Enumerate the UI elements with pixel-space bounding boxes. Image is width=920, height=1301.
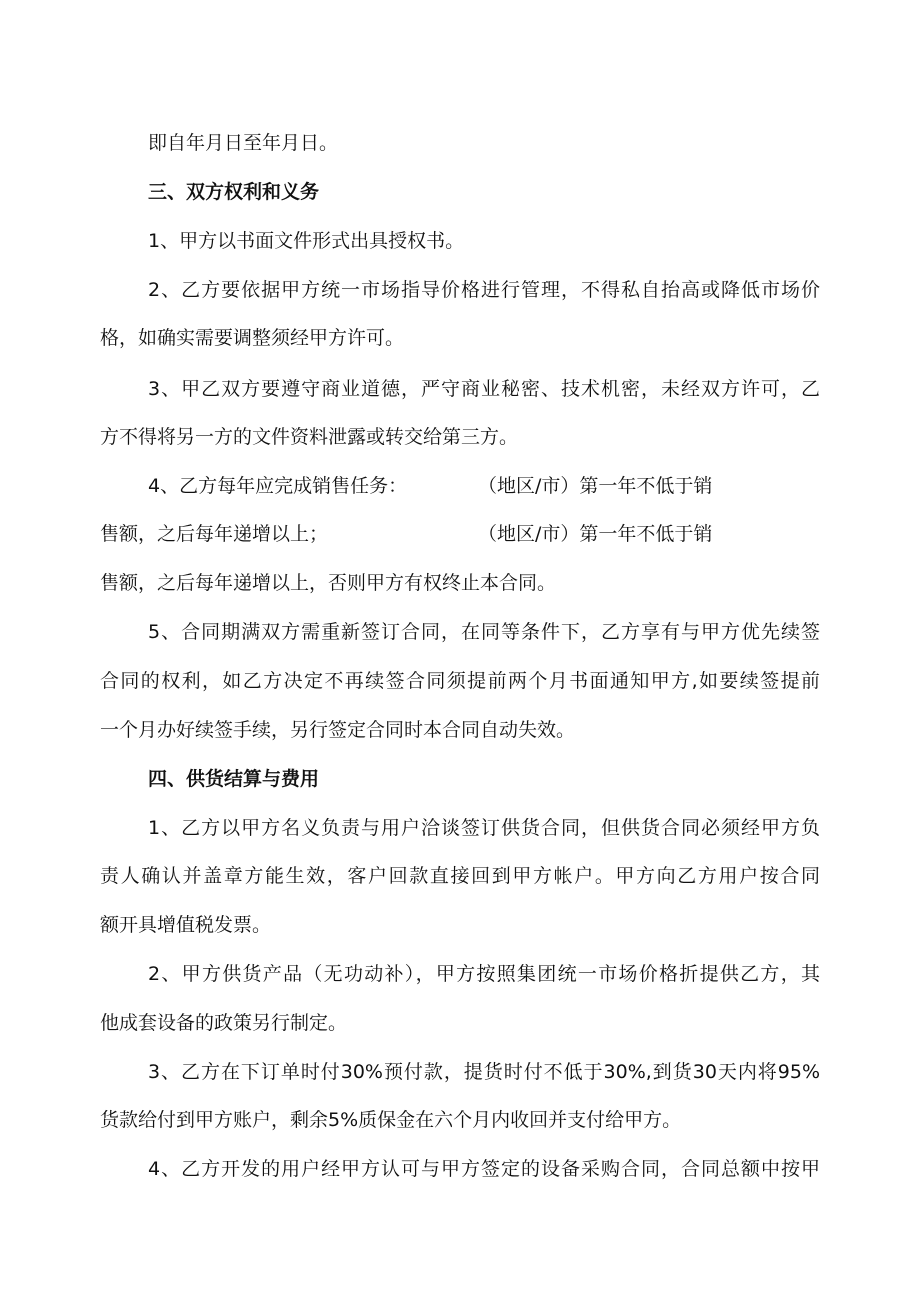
clause-3-5-line3: 一个月办好续签手续，另行签定合同时本合同自动失效。: [100, 719, 576, 741]
clause-3-4-line2-left: 售额，之后每年递增以上；: [100, 523, 329, 545]
clause-3-5-line1: 5、合同期满双方需重新签订合同，在同等条件下，乙方享有与甲方优先续签: [148, 621, 820, 643]
clause-4-3-line2: 货款给付到甲方账户，剩余5%质保金在六个月内收回并支付给甲方。: [100, 1109, 682, 1131]
clause-4-3-line1: 3、乙方在下订单时付30%预付款，提货时付不低于30%,到货30天内将95%: [148, 1061, 820, 1083]
clause-3-2-line2: 格，如确实需要调整须经甲方许可。: [100, 327, 405, 349]
clause-3-4-line3: 售额，之后每年递增以上，否则甲方有权终止本合同。: [100, 572, 557, 594]
clause-3-2-line1: 2、乙方要依据甲方统一市场指导价格进行管理，不得私自抬高或降低市场价: [148, 279, 820, 301]
clause-3-4-line1-left: 4、乙方每年应完成销售任务：: [148, 475, 408, 497]
clause-3-1: 1、甲方以书面文件形式出具授权书。: [148, 230, 465, 252]
section-heading-rights: 三、双方权利和义务: [148, 181, 320, 203]
clause-3-3-line1: 3、甲乙双方要遵守商业道德，严守商业秘密、技术机密，未经双方许可，乙: [148, 378, 820, 400]
clause-4-1-line3: 额开具增值税发票。: [100, 914, 272, 936]
clause-4-2-line2: 他成套设备的政策另行制定。: [100, 1012, 348, 1034]
clause-4-4-line1: 4、乙方开发的用户经甲方认可与甲方签定的设备采购合同，合同总额中按甲: [148, 1158, 820, 1180]
paragraph-line-term: 即自年月日至年月日。: [148, 132, 339, 154]
clause-4-1-line2: 责人确认并盖章方能生效，客户回款直接回到甲方帐户。甲方向乙方用户按合同: [100, 865, 820, 887]
clause-3-5-line2: 合同的权利，如乙方决定不再续签合同须提前两个月书面通知甲方,如要续签提前: [100, 670, 820, 692]
clause-4-1-line1: 1、乙方以甲方名义负责与用户洽谈签订供货合同，但供货合同必须经甲方负: [148, 817, 820, 839]
clause-4-2-line1: 2、甲方供货产品（无功动补），甲方按照集团统一市场价格折提供乙方，其: [148, 963, 820, 985]
section-heading-supply: 四、供货结算与费用: [148, 768, 320, 790]
clause-3-4-line1-right: （地区/市）第一年不低于销: [478, 475, 713, 497]
clause-3-4-line2-right: （地区/市）第一年不低于销: [478, 523, 713, 545]
clause-3-3-line2: 方不得将另一方的文件资料泄露或转交给第三方。: [100, 426, 519, 448]
